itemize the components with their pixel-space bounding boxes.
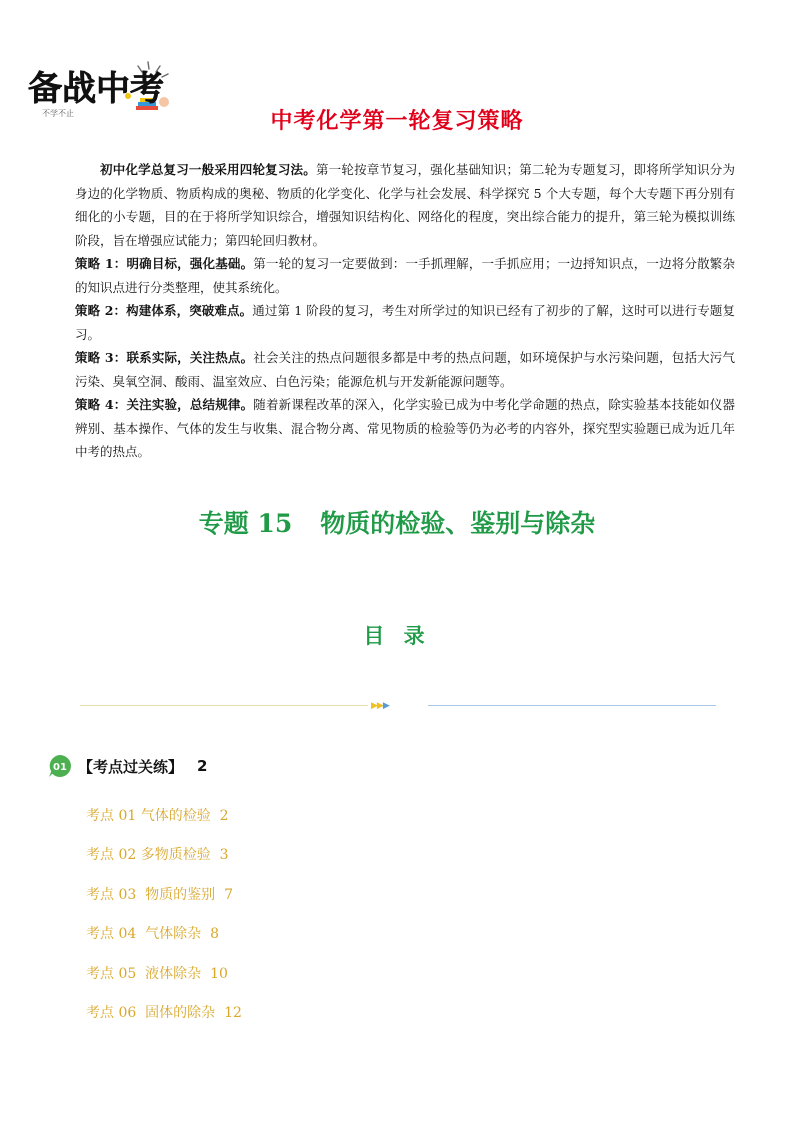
arrow-icon: ▶▶▶ <box>371 701 389 711</box>
toc-section-link[interactable] <box>46 752 207 780</box>
topic-heading <box>0 504 794 540</box>
toc-item-page: 10 <box>210 965 228 982</box>
toc-item-label: 考点 05 液体除杂 <box>86 965 202 982</box>
toc-item[interactable] <box>86 923 242 962</box>
strategy-intro-bold: 初中化学总复习一般采用四轮复习法。 <box>100 162 316 177</box>
topic-name: 物质的检验、鉴别与除杂 <box>320 509 596 538</box>
topic-number: 专题 15 <box>198 509 293 538</box>
strategy-2-bold: 策略 2：构建体系，突破难点。 <box>75 303 253 318</box>
toc-section-label: 【考点过关练】 <box>78 757 184 776</box>
strategy-4-text: 随着新课程改革的深入，化学实验已成为中考化学命题的热点，除实验基本技能如仪器辨别、基本操作、气体的发生与收集、混合物分离、常见物质的检验等仍为必考的内容外，探究型实验题已成为近几年中考的热点。 <box>75 397 735 459</box>
strategy-section <box>75 158 735 464</box>
toc-item[interactable] <box>86 844 242 883</box>
strategy-intro <box>75 158 735 252</box>
strategy-intro-text: 第一轮按章节复习，强化基础知识；第二轮为专题复习，即将所学知识分为身边的化学物质、物质构成的奥秘、物质的化学变化、化学与社会发展、科学探究 5 个大专题，每个大专题下再分别有细化的小专题，目的在于将所学知识综合，增强知识结构化、网络化的程度，突出综合能力的提升，第三轮为模拟训练阶段，旨在增强应试能力；第四轮回归教材。 <box>75 162 735 248</box>
toc-item-page: 7 <box>224 886 233 903</box>
toc-divider <box>80 700 716 712</box>
section-badge-number: 01 <box>53 762 67 773</box>
strategy-2-text: 通过第 1 阶段的复习，考生对所学过的知识已经有了初步的了解，这时可以进行专题复习。 <box>75 303 735 342</box>
strategy-1-bold: 策略 1：明确目标，强化基础。 <box>75 256 254 271</box>
strategy-1 <box>75 252 735 299</box>
toc-section-page: 2 <box>197 757 208 775</box>
logo-subtext: 不学不止 <box>42 109 74 118</box>
toc-item-page: 2 <box>219 808 229 824</box>
strategy-1-text: 第一轮的复习一定要做到：一手抓理解，一手抓应用；一边捋知识点，一边将分散繁杂的知识点进行分类整理，使其系统化。 <box>75 256 735 295</box>
toc-item-label: 考点 01 气体的检验 <box>86 808 211 824</box>
toc-item[interactable] <box>86 1002 242 1041</box>
section-badge-icon <box>46 752 74 780</box>
toc-list <box>86 805 242 1041</box>
strategy-3-text: 社会关注的热点问题很多都是中考的热点问题，如环境保护与水污染问题，包括大污气污染、臭氧空洞、酸雨、温室效应、白色污染；能源危机与开发新能源问题等。 <box>75 350 735 389</box>
toc-item-label: 考点 06 固体的除杂 <box>86 1004 216 1021</box>
toc-item-label: 考点 04 气体除杂 <box>86 926 202 943</box>
toc-title: 目 录 <box>363 623 431 648</box>
strategy-4 <box>75 393 735 464</box>
toc-item-label: 考点 02 多物质检验 <box>86 847 211 864</box>
strategy-3-bold: 策略 3：联系实际，关注热点。 <box>75 350 254 365</box>
toc-item[interactable] <box>86 884 242 923</box>
toc-item-page: 3 <box>219 847 229 864</box>
toc-item[interactable] <box>86 963 242 1002</box>
toc-item-page: 8 <box>210 926 219 943</box>
strategy-2 <box>75 299 735 346</box>
toc-item[interactable] <box>86 805 242 844</box>
toc-item-label: 考点 03 物质的鉴别 <box>86 886 216 903</box>
logo-text: 备战中考 <box>28 69 164 109</box>
strategy-4-bold: 策略 4：关注实验，总结规律。 <box>75 397 254 412</box>
page-title: 中考化学第一轮复习策略 <box>270 109 524 134</box>
strategy-3 <box>75 346 735 393</box>
toc-item-page: 12 <box>224 1004 242 1021</box>
